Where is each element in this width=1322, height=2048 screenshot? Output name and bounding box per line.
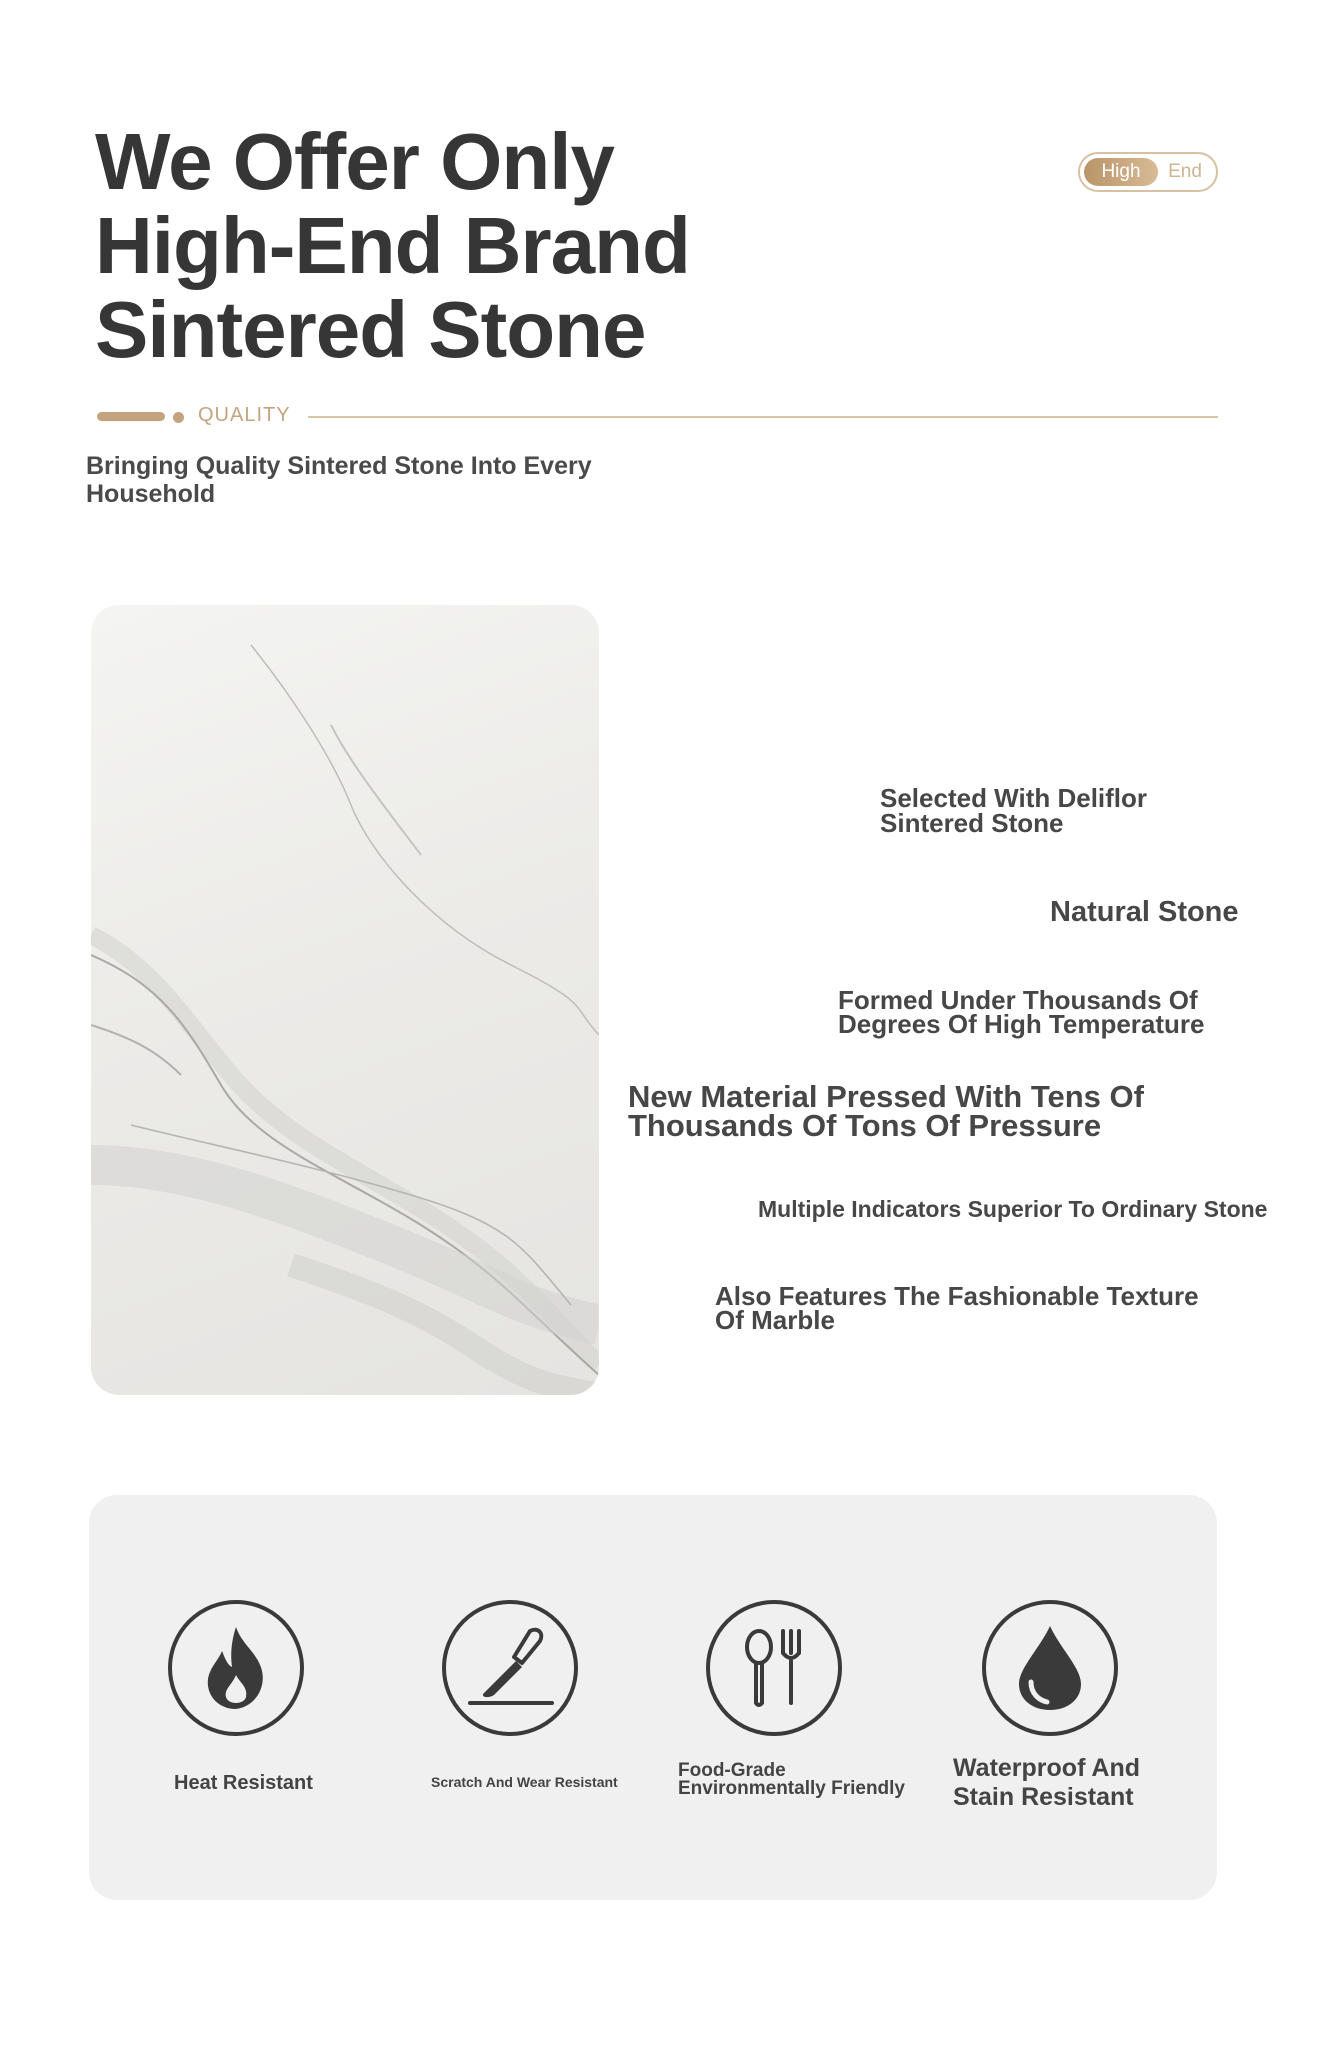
page-title: [95, 117, 690, 374]
title-line: High-End Brand: [95, 201, 690, 290]
quality-dot: [173, 412, 184, 423]
quality-label: QUALITY: [198, 404, 291, 426]
feature-line: Sintered Stone: [880, 808, 1064, 838]
label-scratch-resistant: [431, 1774, 618, 1790]
marble-sample-image: [91, 605, 599, 1395]
property-line: Waterproof And: [953, 1754, 1141, 1782]
fork-spoon-icon: [706, 1600, 842, 1736]
feature-line: Of Marble: [715, 1305, 835, 1335]
feature-line: Multiple Indicators Superior To Ordinary Stone: [758, 1196, 1268, 1222]
feature-line: Also Features The Fashionable Texture: [715, 1281, 1199, 1311]
feature-line: Degrees Of High Temperature: [838, 1009, 1205, 1039]
flame-icon: [168, 1600, 304, 1736]
title-line: Sintered Stone: [95, 285, 646, 374]
knife-icon: [442, 1600, 578, 1736]
label-waterproof: [953, 1754, 1140, 1812]
feature-deliflor: [880, 783, 1220, 838]
feature-pressure: [628, 1079, 1188, 1143]
property-line: Food-Grade: [678, 1760, 786, 1781]
property-line: Scratch And Wear Resistant: [431, 1774, 618, 1790]
feature-line: New Material Pressed With Tens Of: [628, 1079, 1144, 1114]
feature-high-temperature: [838, 985, 1238, 1039]
label-food-grade: [678, 1762, 905, 1798]
badge-high: High: [1084, 158, 1158, 186]
property-line: Heat Resistant: [174, 1772, 313, 1794]
water-drop-icon: [982, 1600, 1118, 1736]
property-line: Environmentally Friendly: [678, 1778, 905, 1799]
subtitle-line: Bringing Quality Sintered Stone Into Every: [86, 452, 592, 480]
quality-divider: [308, 416, 1218, 418]
feature-indicators: [758, 1195, 1267, 1223]
property-line: Stain Resistant: [953, 1783, 1134, 1811]
feature-natural-stone: [1050, 896, 1239, 928]
high-end-badge: [1078, 152, 1218, 192]
title-line: We Offer Only: [95, 117, 614, 206]
feature-line: Formed Under Thousands Of: [838, 985, 1198, 1015]
feature-line: Selected With Deliflor: [880, 783, 1148, 813]
feature-marble-texture: [715, 1281, 1245, 1335]
quality-dash: [97, 412, 165, 421]
feature-line: Natural Stone: [1050, 896, 1239, 928]
badge-end: End: [1168, 161, 1202, 182]
subtitle-line: Household: [86, 480, 216, 508]
feature-line: Thousands Of Tons Of Pressure: [628, 1108, 1102, 1143]
subtitle: [86, 452, 646, 508]
label-heat-resistant: [174, 1772, 313, 1795]
